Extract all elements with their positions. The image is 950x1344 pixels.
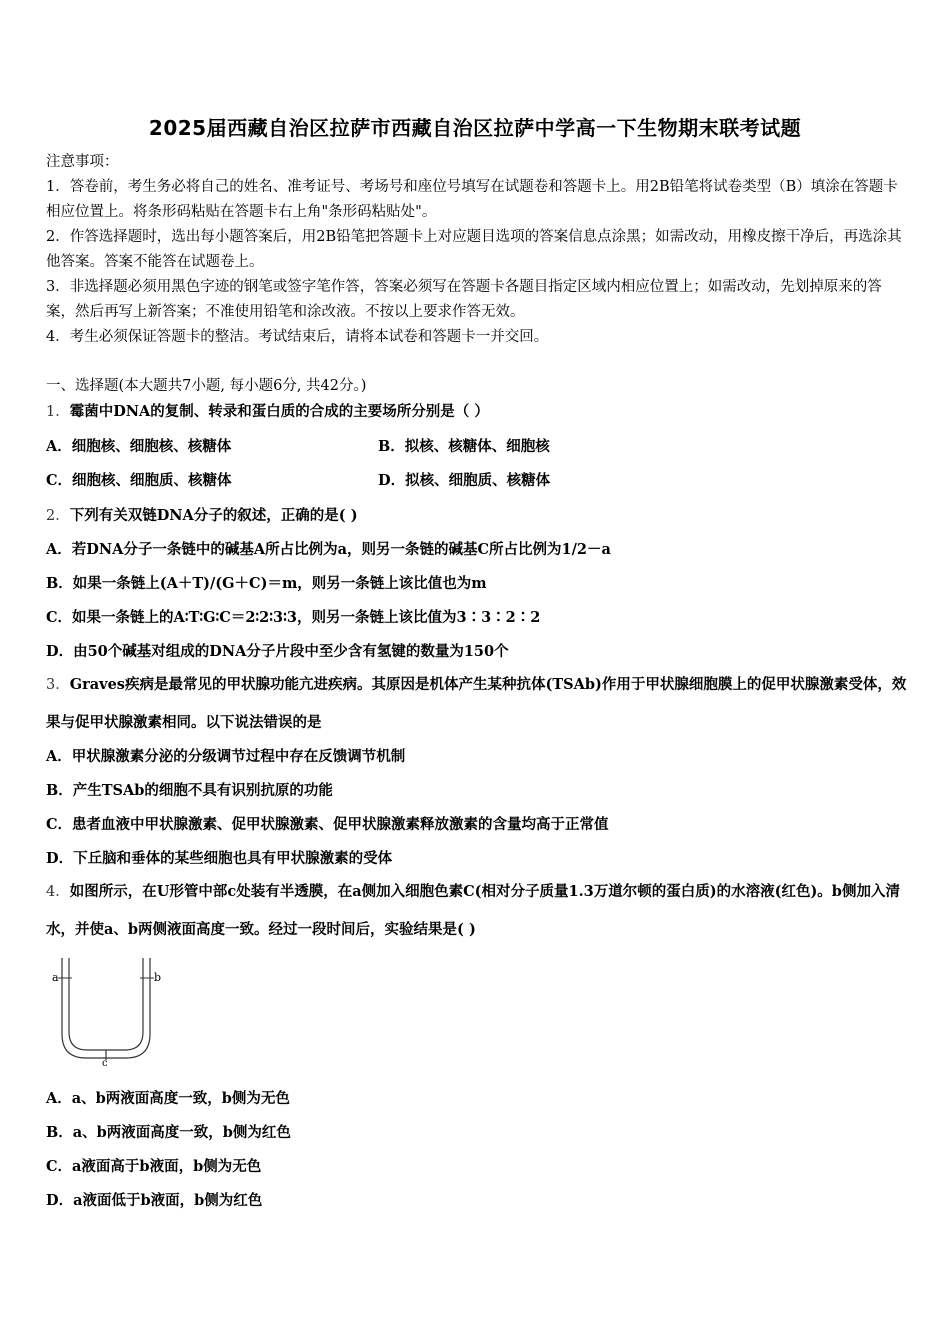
question-1-option-a: A．细胞核、细胞核、核糖体 — [46, 438, 232, 455]
question-2-stem — [46, 504, 358, 525]
question-4-stem — [46, 873, 908, 948]
question-number: 4． — [46, 884, 70, 900]
question-1-option-c: C．细胞核、细胞质、核糖体 — [46, 472, 232, 489]
notice-item: 1．答卷前，考生务必将自己的姓名、准考证号、考场号和座位号填写在试题卷和答题卡上。用2B铅笔将试卷类型（B）填涂在答题卡相应位置上。将条形码粘贴在答题卡右上角"条形码粘贴处"。 — [46, 179, 898, 220]
question-text: Graves疾病是最常见的甲状腺功能亢进疾病。其原因是机体产生某种抗体(TSAb)作用于甲状腺细胞膜上的促甲状腺激素受体，效果与促甲状腺激素相同。以下说法错误的是 — [46, 676, 907, 731]
notice-section — [46, 150, 908, 350]
question-text: 如图所示，在U形管中部c处装有半透膜，在a侧加入细胞色素C(相对分子质量1.3万道尔顿的蛋白质)的水溶液(红色)。b侧加入清水，并使a、b两侧液面高度一致。经过一段时间后，实验结果是( ) — [46, 883, 900, 938]
label-a: a — [52, 971, 59, 984]
question-2-option-d: D．由50个碱基对组成的DNA分子片段中至少含有氢键的数量为150个 — [46, 643, 509, 660]
u-tube-outer-wall — [62, 958, 150, 1058]
label-b: b — [154, 971, 162, 984]
question-number: 2． — [46, 508, 70, 524]
u-tube-figure — [50, 956, 170, 1066]
question-1-option-d: D．拟核、细胞质、核糖体 — [378, 472, 551, 489]
question-2-option-c: C．如果一条链上的A∶T∶G∶C＝2∶2∶3∶3，则另一条链上该比值为3∶3∶2∶2 — [46, 609, 541, 626]
question-1-stem — [46, 400, 489, 421]
question-1-option-b: B．拟核、核糖体、细胞核 — [378, 438, 550, 455]
question-text: 霉菌中DNA的复制、转录和蛋白质的合成的主要场所分别是（ ） — [69, 403, 489, 420]
notice-item: 2．作答选择题时，选出每小题答案后，用2B铅笔把答题卡上对应题目选项的答案信息点涂黑；如需改动，用橡皮擦干净后，再选涂其他答案。答案不能答在试题卷上。 — [46, 229, 902, 270]
question-3-option-c: C．患者血液中甲状腺激素、促甲状腺激素、促甲状腺激素释放激素的含量均高于正常值 — [46, 816, 609, 833]
question-2-option-a: A．若DNA分子一条链中的碱基A所占比例为a，则另一条链的碱基C所占比例为1/2－a — [46, 541, 611, 558]
question-text: 下列有关双链DNA分子的叙述，正确的是( ) — [69, 507, 358, 524]
notice-item: 4．考生必须保证答题卡的整洁。考试结束后，请将本试卷和答题卡一并交回。 — [46, 329, 549, 345]
label-c: c — [102, 1058, 108, 1066]
question-4-option-c: C．a液面高于b液面，b侧为无色 — [46, 1158, 262, 1175]
question-4-option-a: A．a、b两液面高度一致，b侧为无色 — [46, 1090, 290, 1107]
question-number: 1． — [46, 404, 70, 420]
u-tube-inner-wall — [69, 958, 143, 1050]
question-4-option-b: B．a、b两液面高度一致，b侧为红色 — [46, 1124, 291, 1141]
question-3-option-b: B．产生TSAb的细胞不具有识别抗原的功能 — [46, 782, 333, 799]
question-3-option-a: A．甲状腺激素分泌的分级调节过程中存在反馈调节机制 — [46, 748, 406, 765]
question-4-option-d: D．a液面低于b液面，b侧为红色 — [46, 1192, 263, 1209]
question-3-option-d: D．下丘脑和垂体的某些细胞也具有甲状腺激素的受体 — [46, 850, 393, 867]
question-3-stem — [46, 666, 908, 741]
question-2-option-b: B．如果一条链上(A＋T)/(G＋C)＝m，则另一条链上该比值也为m — [46, 575, 487, 592]
page-title: 2025届西藏自治区拉萨市西藏自治区拉萨中学高一下生物期末联考试题 — [148, 116, 802, 140]
section-heading: 一、选择题(本大题共7小题, 每小题6分, 共42分。) — [46, 378, 367, 394]
notice-item: 3．非选择题必须用黑色字迹的钢笔或签字笔作答，答案必须写在答题卡各题目指定区域内相应位置上；如需改动，先划掉原来的答案，然后再写上新答案；不准使用铅笔和涂改液。不按以上要求作答无效。 — [46, 279, 882, 320]
notice-heading: 注意事项： — [46, 154, 119, 170]
question-number: 3． — [46, 677, 70, 693]
